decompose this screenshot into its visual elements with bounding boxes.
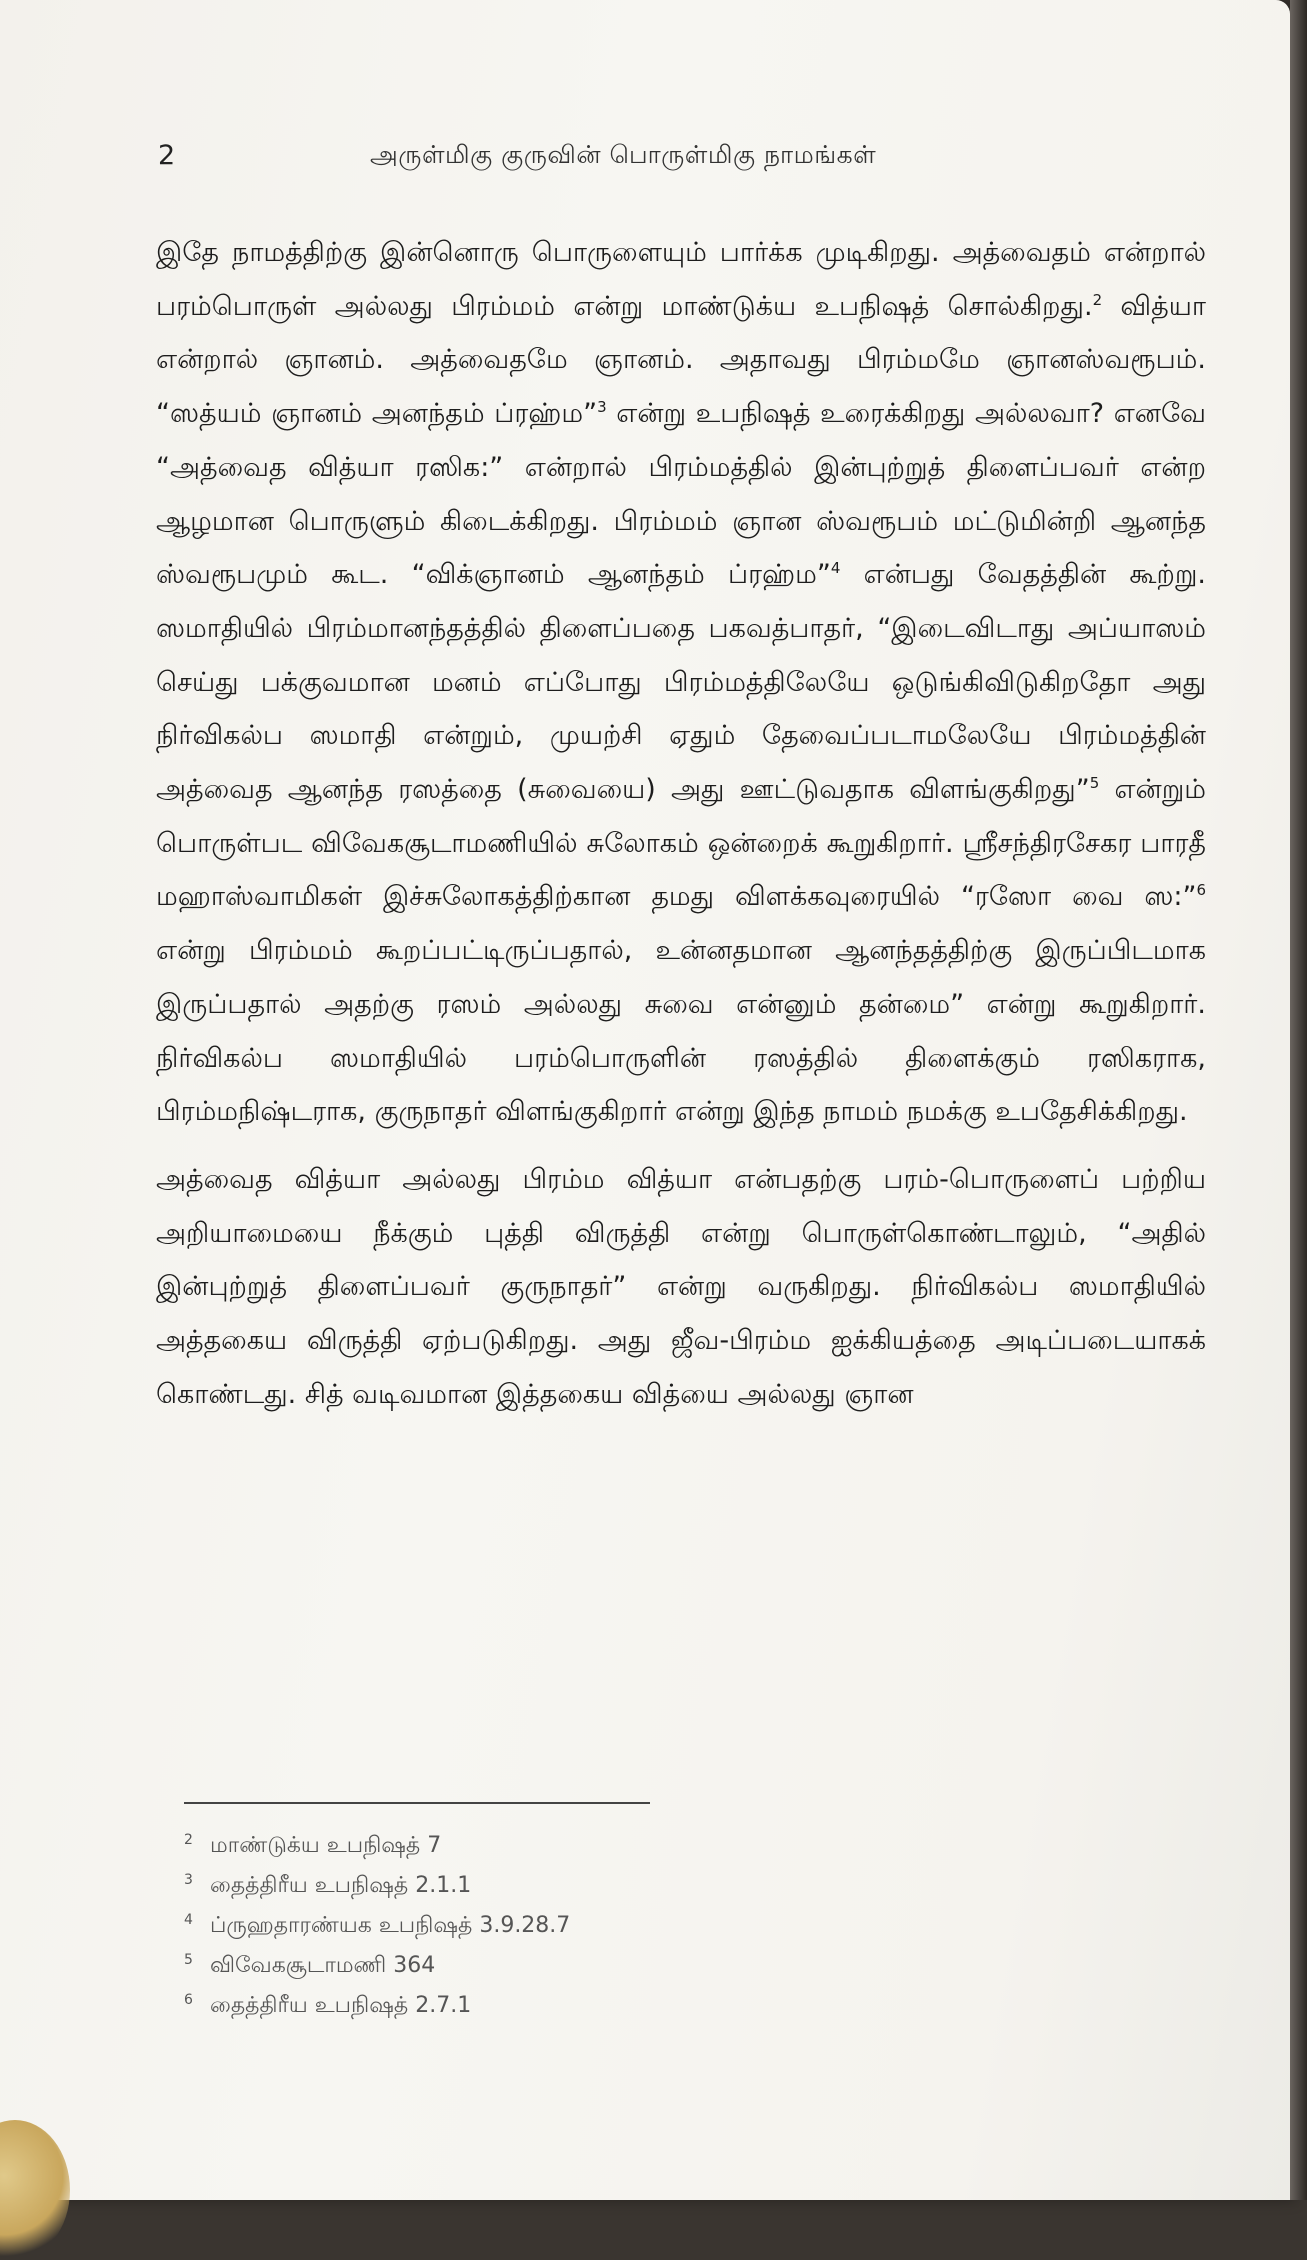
- text-segment: இதே நாமத்திற்கு இன்னொரு பொருளையும் பார்க்க முடிகிறது. அத்வைதம் என்றால் பரம்பொருள் அல்லது பிரம்மம் என்று மாண்டுக்ய உபநிஷத் சொல்கிறது.: [156, 237, 1206, 322]
- footnote-text: தைத்திரீய உபநிஷத் 2.7.1: [210, 1993, 472, 2018]
- footnote-text: விவேகசூடாமணி 364: [210, 1953, 436, 1978]
- page-number: 2: [158, 140, 176, 171]
- footnote-ref[interactable]: 6: [1196, 881, 1206, 900]
- footnote-number: 5: [184, 1952, 193, 1968]
- page-header: [150, 140, 1190, 180]
- footnote-ref[interactable]: 4: [830, 559, 841, 578]
- running-title: அருள்மிகு குருவின் பொருள்மிகு நாமங்கள்: [370, 140, 877, 169]
- footnotes: [184, 1820, 1084, 2020]
- footnote-item: [184, 1980, 1084, 2020]
- footnote-ref[interactable]: 3: [597, 398, 607, 417]
- text-segment: வித்யா என்றால் ஞானம். அத்வைதமே ஞானம். அதாவது பிரம்மமே ஞானஸ்வரூபம். “ஸத்யம் ஞானம் அனந்தம் ப்ரஹ்ம”: [156, 290, 1206, 430]
- footnote-number: 2: [184, 1832, 193, 1848]
- paragraph-1: [156, 226, 1206, 1139]
- footnote-text: ப்ருஹதாரண்யக உபநிஷத் 3.9.28.7: [210, 1913, 571, 1938]
- text-segment: என்பது வேதத்தின் கூற்று. ஸமாதியில் பிரம்மானந்தத்தில் திளைப்பதை பகவத்பாதர், “இடைவிடாது அப்யாஸம் செய்து பக்குவமான மனம் எப்போது பிரம்மத்திலேயே ஒடுங்கிவிடுகிறதோ அது நிர்விகல்ப ஸமாதி என்றும், முயற்சி ஏதும் தேவைப்படாமலேயே பிரம்மத்தின் அத்வைத ஆனந்த ரஸத்தை (சுவையை) அது ஊட்டுவதாக விளங்குகிறது”: [156, 559, 1206, 806]
- footnote-divider: [184, 1802, 650, 1804]
- footnote-number: 3: [184, 1872, 193, 1888]
- footnote-ref[interactable]: 5: [1089, 774, 1100, 793]
- footnote-text: மாண்டுக்ய உபநிஷத் 7: [210, 1833, 442, 1858]
- footnote-item: [184, 1820, 1084, 1860]
- footnote-item: [184, 1940, 1084, 1980]
- text-segment: என்று உபநிஷத் உரைக்கிறது அல்லவா? எனவே “அத்வைத வித்யா ரஸிக:” என்றால் பிரம்மத்தில் இன்புற்றுத் திளைப்பவர் என்ற ஆழமான பொருளும் கிடைக்கிறது. பிரம்மம் ஞான ஸ்வரூபம் மட்டுமின்றி ஆனந்த ஸ்வரூபமும் கூட. “விக்ஞானம் ஆனந்தம் ப்ரஹ்ம”: [156, 398, 1206, 591]
- footnote-number: 6: [184, 1992, 193, 2008]
- footnote-text: தைத்திரீய உபநிஷத் 2.1.1: [210, 1873, 472, 1898]
- text-segment: அத்வைத வித்யா அல்லது பிரம்ம வித்யா என்பதற்கு பரம்-பொருளைப் பற்றிய அறியாமையை நீக்கும் புத்தி விருத்தி என்று பொருள்கொண்டாலும், “அதில் இன்புற்றுத் திளைப்பவர் குருநாதர்” என்று வருகிறது. நிர்விகல்ப ஸமாதியில் அத்தகைய விருத்தி ஏற்படுகிறது. அது ஜீவ-பிரம்ம ஐக்கியத்தை அடிப்படையாகக் கொண்டது. சித் வடிவமான இத்தகைய வித்யை அல்லது ஞான: [156, 1163, 1206, 1410]
- text-segment: என்றும் பொருள்பட விவேகசூடாமணியில் சுலோகம் ஒன்றைக் கூறுகிறார். ஸ்ரீசந்திரசேகர பாரதீ மஹாஸ்வாமிகள் இச்சுலோகத்திற்கான தமது விளக்கவுரையில் “ரஸோ வை ஸ:”: [156, 774, 1206, 913]
- text-segment: என்று பிரம்மம் கூறப்பட்டிருப்பதால், உன்னதமான ஆனந்தத்திற்கு இருப்பிடமாக இருப்பதால் அதற்கு ரஸம் அல்லது சுவை என்னும் தன்மை” என்று கூறுகிறார். நிர்விகல்ப ஸமாதியில் பரம்பொருளின் ரஸத்தில் திளைக்கும் ரஸிகராக, பிரம்மநிஷ்டராக, குருநாதர் விளங்குகிறார் என்று இந்த நாமம் நமக்கு உபதேசிக்கிறது.: [156, 935, 1206, 1128]
- body-text: [156, 226, 1206, 1435]
- footnote-item: [184, 1860, 1084, 1900]
- paragraph-2: [156, 1153, 1206, 1422]
- footnote-number: 4: [184, 1912, 193, 1928]
- footnote-item: [184, 1900, 1084, 1940]
- book-spine-shadow: [1290, 0, 1307, 2200]
- footnote-ref[interactable]: 2: [1092, 290, 1103, 309]
